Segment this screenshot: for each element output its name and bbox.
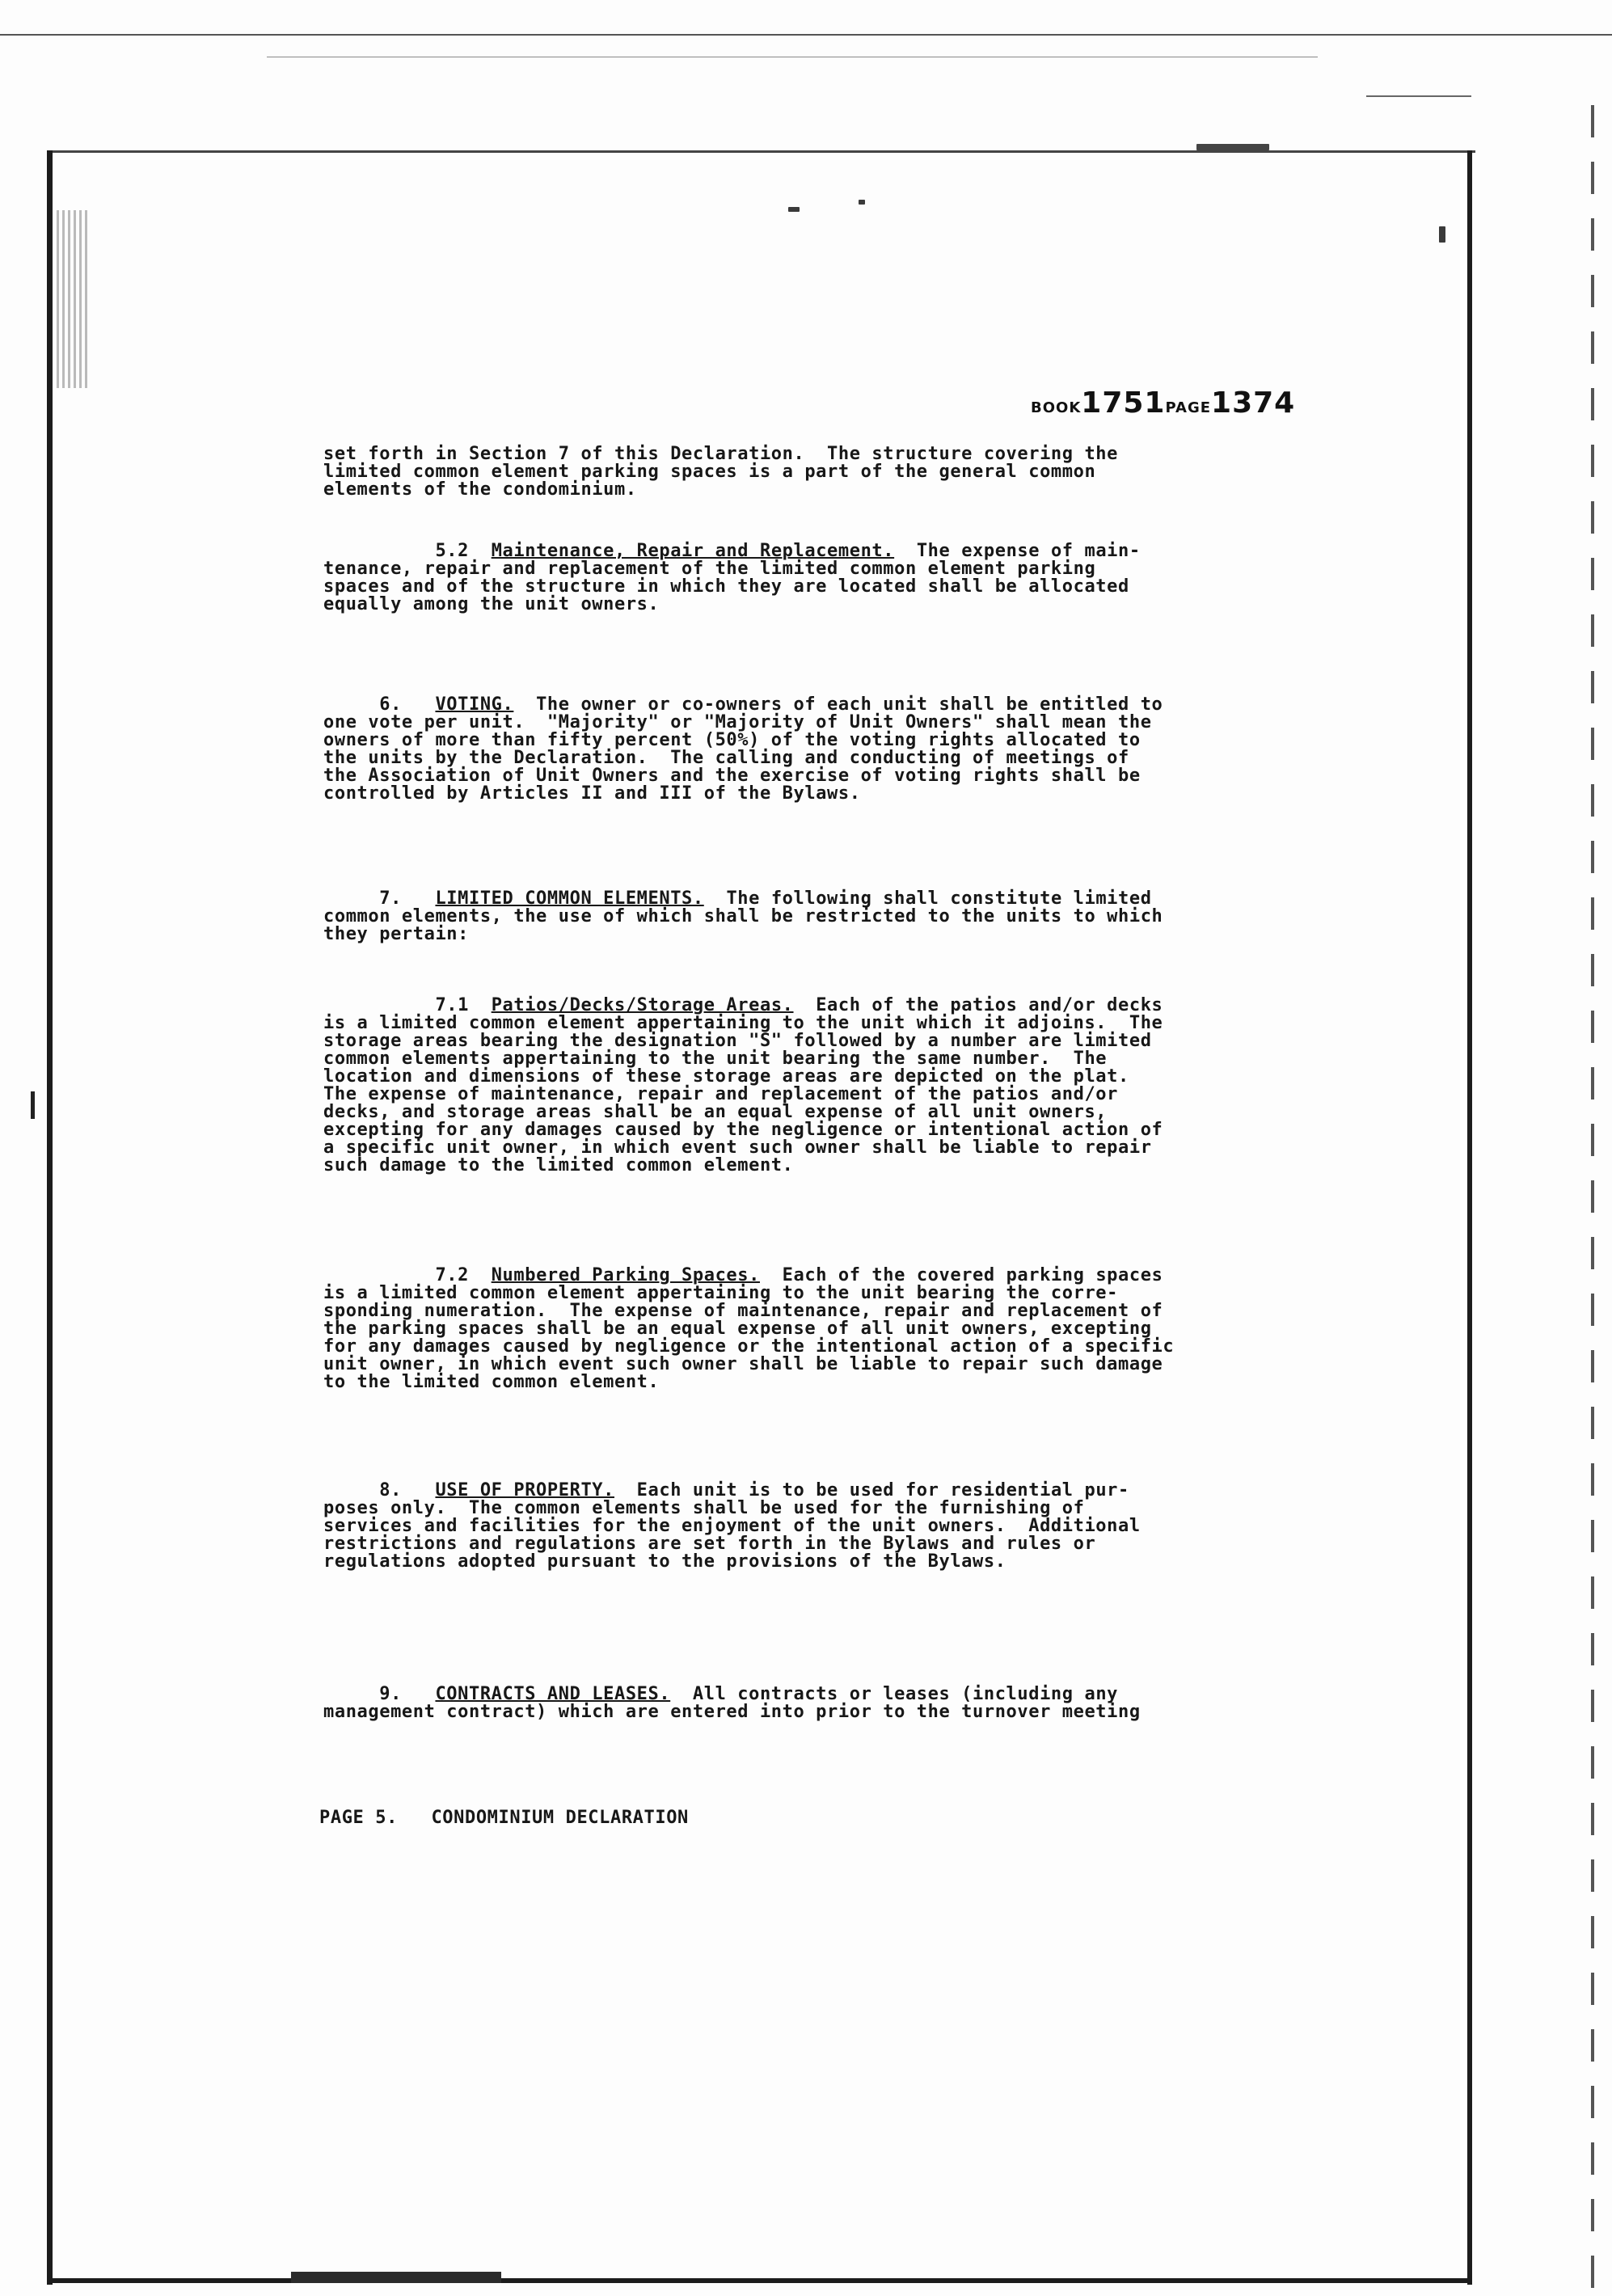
text-line: spaces and of the structure in which they are located shall be allocated — [323, 576, 1129, 597]
text-line: such damage to the limited common element. — [323, 1155, 794, 1175]
indent: 7. — [323, 888, 436, 909]
text-line: management contract) which are entered into prior to the turnover meeting — [323, 1702, 1141, 1722]
section-6-heading: VOTING. — [435, 694, 514, 715]
section-7-text: The following shall constitute limited — [703, 888, 1152, 909]
page-label: PAGE — [1165, 399, 1212, 416]
text-line: a specific unit owner, in which event such owner shall be liable to repair — [323, 1137, 1152, 1158]
text-line: owners of more than fifty percent (50%) of the voting rights allocated to — [323, 730, 1141, 750]
text-line: to the limited common element. — [323, 1372, 660, 1392]
section-6-text: The owner or co-owners of each unit shall be entitled to — [513, 694, 1163, 715]
text-line: limited common element parking spaces is a part of the general common — [323, 462, 1096, 482]
section-7-heading: LIMITED COMMON ELEMENTS. — [435, 888, 704, 909]
section-9-text: All contracts or leases (including any — [670, 1684, 1119, 1704]
text-line: one vote per unit. "Majority" or "Majority of Unit Owners" shall mean the — [323, 712, 1152, 732]
page-footer-label: PAGE 5. CONDOMINIUM DECLARATION — [319, 1808, 689, 1828]
text-line: they pertain: — [323, 924, 469, 944]
text-line: restrictions and regulations are set forth in the Bylaws and rules or — [323, 1534, 1096, 1554]
text-line: for any damages caused by negligence or the intentional action of a specific — [323, 1336, 1175, 1357]
section-6-first-line — [323, 696, 1163, 714]
section-7-1-heading: Patios/Decks/Storage Areas. — [491, 995, 794, 1015]
text-line: location and dimensions of these storage areas are depicted on the plat. — [323, 1066, 1129, 1087]
text-line: set forth in Section 7 of this Declaration. The structure covering the — [323, 444, 1119, 464]
text-line: is a limited common element appertaining to the unit which it adjoins. The — [323, 1013, 1163, 1033]
indent: 8. — [323, 1480, 436, 1500]
text-line: sponding numeration. The expense of maintenance, repair and replacement of — [323, 1301, 1163, 1321]
section-8-heading: USE OF PROPERTY. — [435, 1480, 614, 1500]
text-line: regulations adopted pursuant to the provisions of the Bylaws. — [323, 1551, 1006, 1572]
text-line: controlled by Articles II and III of the Bylaws. — [323, 783, 861, 804]
section-5-2-first-line — [323, 542, 1141, 560]
text-line: services and facilities for the enjoyment of the unit owners. Additional — [323, 1516, 1141, 1536]
text-line: common elements appertaining to the unit bearing the same number. The — [323, 1049, 1108, 1069]
text-line: the parking spaces shall be an equal expense of all unit owners, excepting — [323, 1319, 1152, 1339]
indent: 7.2 — [323, 1265, 492, 1285]
section-8-text: Each unit is to be used for residential pur- — [614, 1480, 1129, 1500]
section-7-2-heading: Numbered Parking Spaces. — [491, 1265, 760, 1285]
text-line: excepting for any damages caused by the negligence or intentional action of — [323, 1120, 1163, 1140]
section-5-2-text: The expense of main- — [894, 541, 1141, 561]
book-label: BOOK — [1031, 399, 1082, 416]
indent: 6. — [323, 694, 436, 715]
book-number: 1751 — [1081, 386, 1166, 420]
text-line: poses only. The common elements shall be used for the furnishing of — [323, 1498, 1085, 1518]
text-line: the Association of Unit Owners and the exercise of voting rights shall be — [323, 766, 1141, 786]
section-7-1-text: Each of the patios and/or decks — [793, 995, 1163, 1015]
text-line: the units by the Declaration. The calling and conducting of meetings of — [323, 748, 1129, 768]
text-line: equally among the unit owners. — [323, 594, 660, 614]
section-7-1-first-line — [323, 997, 1163, 1015]
text-line: common elements, the use of which shall be restricted to the units to which — [323, 906, 1163, 926]
indent: 9. — [323, 1684, 436, 1704]
text-line: unit owner, in which event such owner shall be liable to repair such damage — [323, 1354, 1163, 1374]
page-number: 1374 — [1211, 386, 1296, 420]
text-line: storage areas bearing the designation "S" followed by a number are limited — [323, 1031, 1152, 1051]
indent: 7.1 — [323, 995, 492, 1015]
text-line: The expense of maintenance, repair and replacement of the patios and/or — [323, 1084, 1119, 1104]
text-line: elements of the condominium. — [323, 479, 637, 500]
section-7-2-text: Each of the covered parking spaces — [759, 1265, 1163, 1285]
section-9-heading: CONTRACTS AND LEASES. — [435, 1684, 671, 1704]
section-5-2-heading: Maintenance, Repair and Replacement. — [491, 541, 895, 561]
section-8-first-line — [323, 1482, 1129, 1500]
text-line: decks, and storage areas shall be an equal expense of all unit owners, — [323, 1102, 1108, 1122]
section-7-2-first-line — [323, 1267, 1163, 1285]
section-9-first-line — [323, 1686, 1118, 1703]
indent: 5.2 — [323, 541, 492, 561]
text-line: tenance, repair and replacement of the limited common element parking — [323, 559, 1096, 579]
text-line: is a limited common element appertaining to the unit bearing the corre- — [323, 1283, 1119, 1303]
section-7-first-line — [323, 890, 1152, 908]
